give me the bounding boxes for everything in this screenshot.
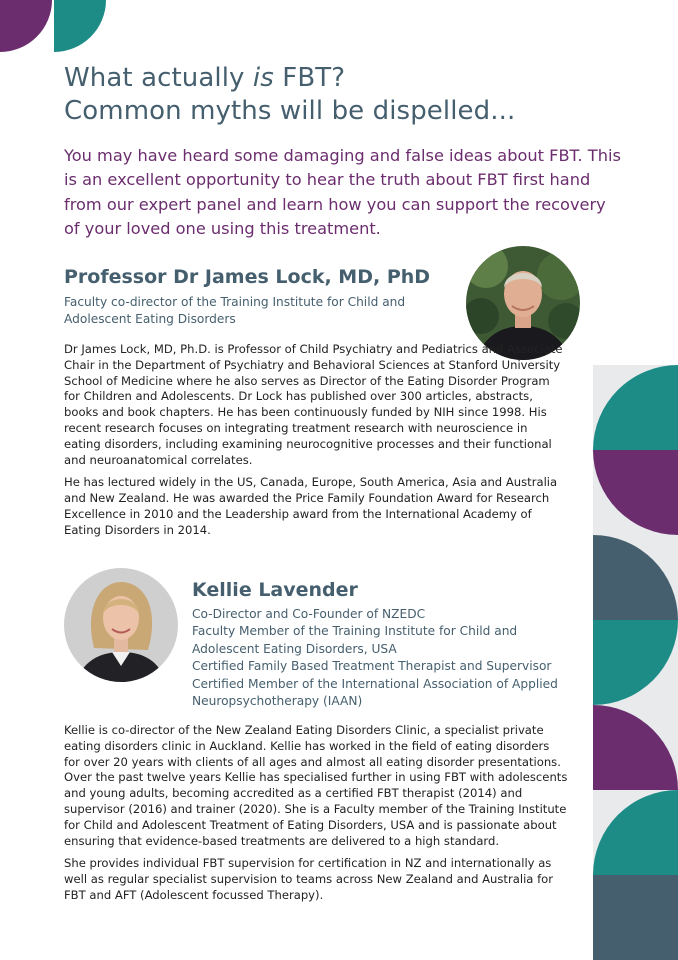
speaker-role: Co-Director and Co-Founder of NZEDC [192, 607, 426, 621]
heading-line2: Common myths will be dispelled... [64, 96, 516, 126]
bio-paragraph: He has lectured widely in the US, Canada, Europe, South America, Asia and Australia and New Zealand. He was awarded the Price Family Foundation Award for Research Excellence in 2010 and the Leadership award from the International Academy of Eating Disorders in 2014. [64, 475, 558, 537]
speaker-name: Kellie Lavender [192, 579, 358, 601]
right-side-decoration [593, 365, 678, 960]
teal-quarter-circle [54, 0, 106, 52]
speaker-photo-kellie-lavender [64, 568, 178, 682]
heading-line1-after: FBT? [273, 63, 346, 93]
speaker-role: Faculty co-director of the Training Institute for Child and Adolescent Eating Disorders [64, 295, 406, 327]
speaker-bio [64, 342, 564, 546]
bio-paragraph: She provides individual FBT supervision for certification in NZ and internationally as well as regular specialist supervision to teams across New Zealand and Australia for FBT and AFT (Adolescent focussed Therapy). [64, 856, 554, 902]
intro-paragraph: You may have heard some damaging and false ideas about FBT. This is an excellent opportunity to hear the truth about FBT first hand from our expert panel and learn how you can support the recovery of your loved one using this treatment. [64, 146, 621, 238]
speaker-bio [64, 723, 568, 911]
bio-paragraph: Dr James Lock, MD, Ph.D. is Professor of Child Psychiatry and Pediatrics and Associate Chair in the Department of Psychiatry and Behavioral Sciences at Stanford University School of Medicine where he also serves as Director of the Eating Disorder Program for Children and Adolescents. Dr Lock has published over 300 articles, abstracts, books and book chapters. He has been continuously funded by NIH since 1998. His recent research focuses on integrating treatment research with neuroscience in eating disorders, including examining neurocognitive processes and their functional and neuroanatomical correlates. [64, 342, 563, 467]
slate-segment-2 [593, 875, 678, 960]
top-corner-decoration [0, 0, 110, 56]
page-heading [64, 62, 624, 128]
speaker-role: Faculty Member of the Training Institute for Child and Adolescent Eating Disorders, USA [192, 624, 518, 656]
heading-emphasis: is [252, 63, 274, 93]
purple-quarter-circle [0, 0, 52, 52]
speaker-name: Professor Dr James Lock, MD, PhD [64, 266, 431, 288]
speaker-role: Certified Family Based Treatment Therapist and Supervisor [192, 659, 552, 674]
bio-paragraph: Kellie is co-director of the New Zealand Eating Disorders Clinic, a specialist private eating disorders clinic in Auckland. Kellie has worked in the field of eating disorders for over 20 years with clients of all ages and almost all eating disorder presentations. Over the past twelve years Kellie has specialised further in using FBT with adolescents and young adults, becoming accredited as a certified FBT therapist (2014) and supervisor (2016) and trainer (2020). She is a Faculty member of the Training Institute for Child and Adolescent Treatment of Eating Disorders, USA and is passionate about ensuring that evidence-based treatments are delivered to a high standard. [64, 723, 568, 848]
speaker-role: Certified Member of the International Association of Applied Neuropsychotherapy (IAAN) [192, 676, 558, 709]
heading-line1-before: What actually [64, 63, 253, 93]
